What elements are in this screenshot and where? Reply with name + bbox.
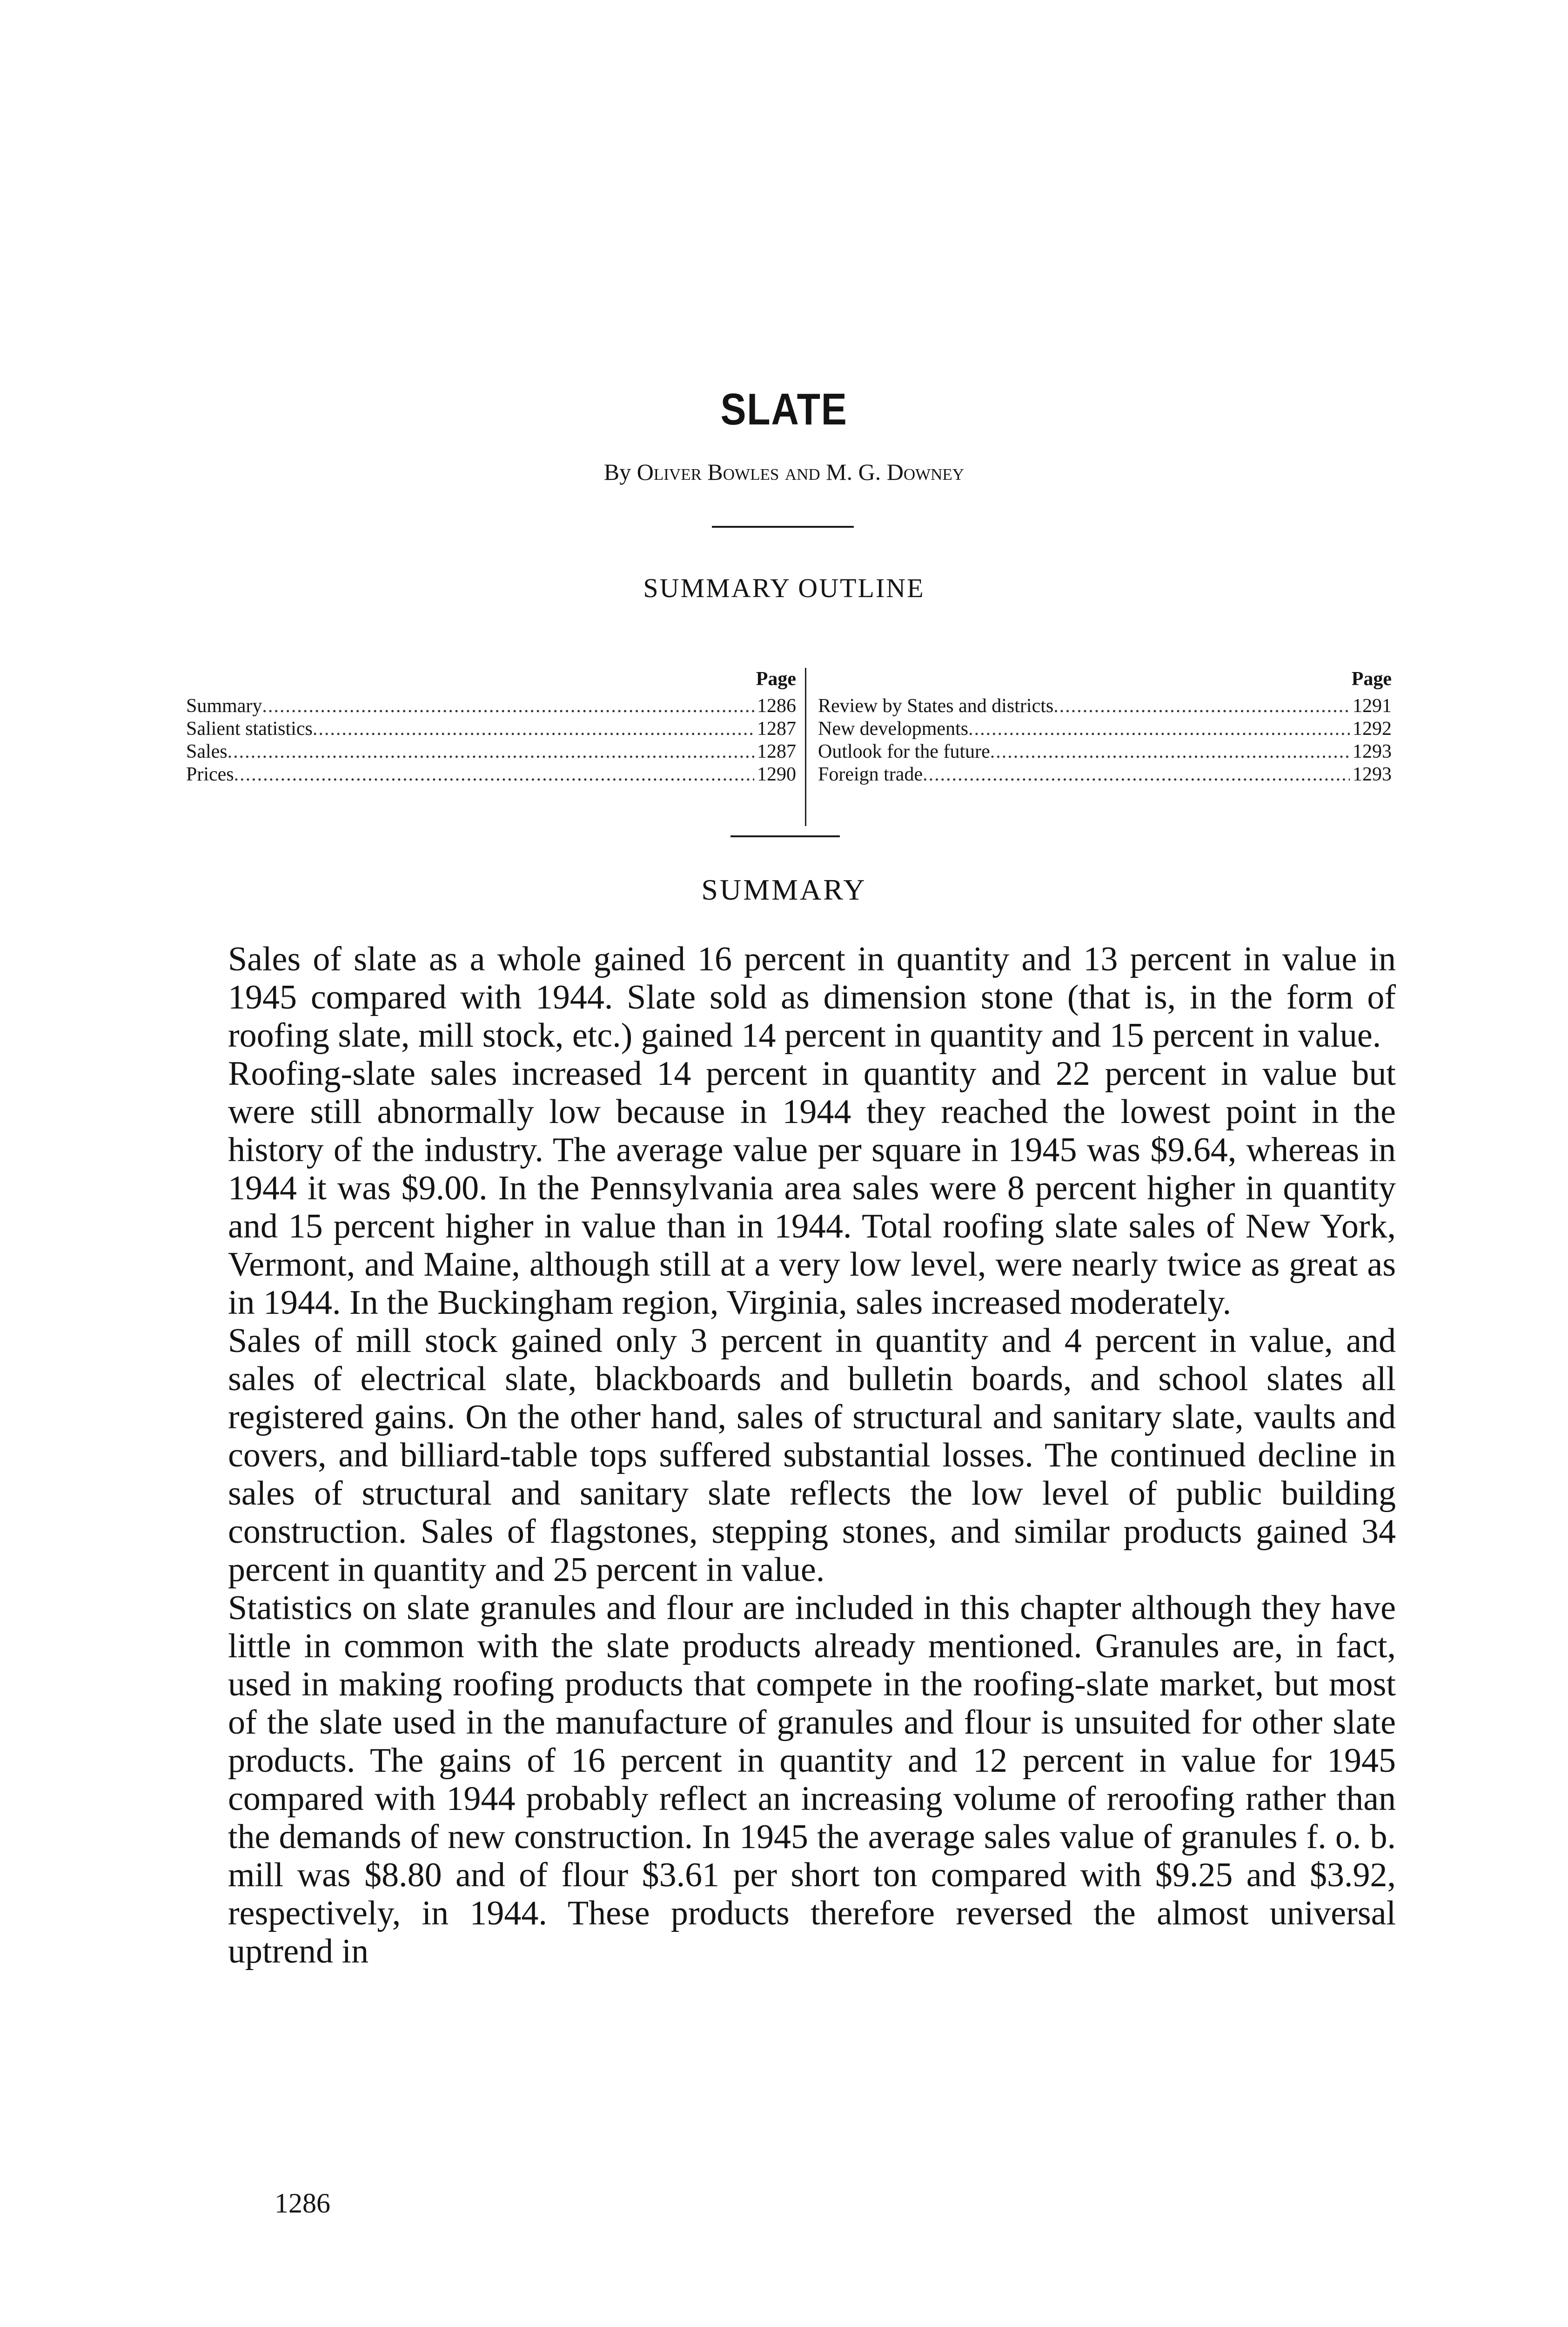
outline-page-header-left: Page bbox=[756, 668, 796, 690]
outline-entry-page: 1287 bbox=[757, 718, 796, 740]
outline-entry-label: New developments bbox=[818, 718, 969, 740]
summary-body bbox=[228, 940, 1396, 1971]
chapter-title: SLATE bbox=[720, 384, 848, 434]
outline-entry-page: 1291 bbox=[1353, 695, 1392, 717]
outline-entry-page: 1292 bbox=[1353, 718, 1392, 740]
outline-entry-label: Sales bbox=[186, 741, 228, 762]
leader-dots bbox=[968, 718, 1350, 740]
outline-entry-label: Outlook for the future bbox=[818, 741, 990, 762]
outline-entry[interactable] bbox=[810, 718, 1398, 740]
outline-entry[interactable] bbox=[810, 695, 1398, 718]
author-1: Oliver Bowles bbox=[637, 459, 779, 485]
outline-entry-page: 1286 bbox=[757, 695, 796, 717]
summary-paragraph: Roofing-slate sales increased 14 percent in quantity and 22 percent in value but were still abnormally low because in 1944 they reached the lowest point in the history of the industry. The average value per square in 1945 was $9.64, whereas in 1944 it was $9.00. In the Pennsylvania area sales were 8 percent higher in quantity and 15 percent higher in value than in 1944. Total roofing slate sales of New York, Vermont, and Maine, although still at a very low level, were nearly twice as great as in 1944. In the Buckingham region, Virginia, sales increased moderately. bbox=[228, 1055, 1396, 1322]
outline-entry[interactable] bbox=[810, 763, 1398, 786]
outline-page-header-right: Page bbox=[1351, 668, 1392, 690]
outline-entry-label: Salient statistics bbox=[186, 718, 313, 740]
title-rule bbox=[712, 526, 854, 528]
summary-paragraph: Sales of mill stock gained only 3 percent in quantity and 4 percent in value, and sales of electrical slate, blackboards and bulletin boards, and school slates all registered gains. On the other hand, sales of structural and sanitary slate, vaults and covers, and billiard-table tops suffered substantial losses. The continued decline in sales of structural and sanitary slate reflects the low level of public building construction. Sales of flagstones, stepping stones, and similar products gained 34 percent in quantity and 25 percent in value. bbox=[228, 1322, 1396, 1589]
outline-entry-page: 1293 bbox=[1353, 764, 1392, 785]
outline-entry[interactable] bbox=[186, 718, 803, 740]
summary-paragraph: Sales of slate as a whole gained 16 percent in quantity and 13 percent in value in 1945 compared with 1944. Slate sold as dimension stone (that is, in the form of roofing slate, mill stock, etc.) gained 14 percent in quantity and 15 percent in value. bbox=[228, 940, 1396, 1055]
outline-entry-label: Foreign trade bbox=[818, 764, 923, 785]
leader-dots bbox=[234, 763, 754, 786]
outline-entry[interactable] bbox=[186, 763, 803, 786]
outline-entry-label: Prices bbox=[186, 764, 234, 785]
outline-entry-page: 1290 bbox=[757, 764, 796, 785]
outline-column-divider bbox=[805, 668, 806, 826]
outline-left-column bbox=[186, 668, 803, 786]
outline-entry-label: Summary bbox=[186, 695, 262, 717]
summary-outline bbox=[186, 668, 1398, 826]
leader-dots bbox=[1053, 695, 1350, 718]
summary-heading: SUMMARY bbox=[701, 873, 867, 906]
outline-rule bbox=[730, 835, 840, 837]
page-number: 1286 bbox=[275, 2188, 330, 2219]
outline-right-column bbox=[810, 668, 1398, 786]
outline-heading: SUMMARY OUTLINE bbox=[643, 573, 925, 603]
outline-entry-page: 1287 bbox=[757, 741, 796, 762]
outline-entry-label: Review by States and districts bbox=[818, 695, 1054, 717]
byline bbox=[0, 458, 1568, 485]
leader-dots bbox=[228, 740, 754, 763]
leader-dots bbox=[313, 718, 754, 740]
leader-dots bbox=[262, 695, 754, 718]
outline-entry[interactable] bbox=[186, 740, 803, 763]
outline-entry[interactable] bbox=[810, 740, 1398, 763]
outline-entry[interactable] bbox=[186, 695, 803, 718]
summary-paragraph: Statistics on slate granules and flour are included in this chapter although they have little in common with the slate products already mentioned. Granules are, in fact, used in making roofing products that compete in the roofing-slate market, but most of the slate used in the manufacture of granules and flour is unsuited for other slate products. The gains of 16 percent in quantity and 12 percent in value for 1945 compared with 1944 probably reflect an increasing volume of reroofing rather than the demands of new construction. In 1945 the average sales value of granules f. o. b. mill was $8.80 and of flour $3.61 per short ton compared with $9.25 and $3.92, respectively, in 1944. These products therefore reversed the almost universal uptrend in bbox=[228, 1589, 1396, 1971]
leader-dots bbox=[923, 763, 1350, 786]
byline-and: and bbox=[784, 459, 820, 485]
leader-dots bbox=[990, 740, 1350, 763]
byline-by: By bbox=[603, 459, 631, 485]
author-2: M. G. Downey bbox=[826, 459, 965, 485]
outline-entry-page: 1293 bbox=[1353, 741, 1392, 762]
